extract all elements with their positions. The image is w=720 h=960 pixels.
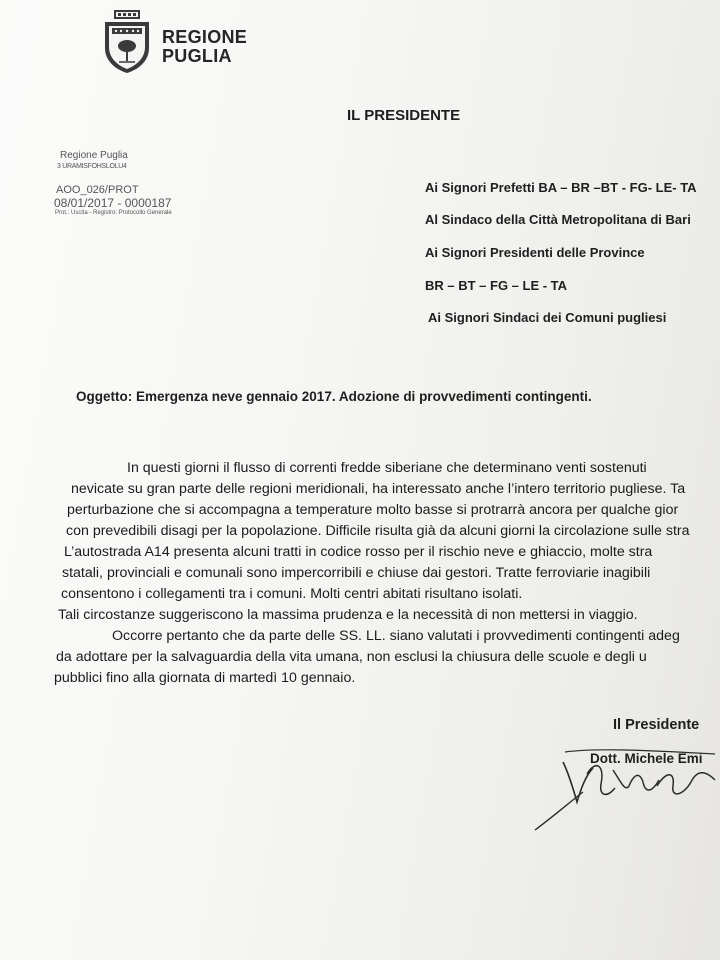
recipient-line: Ai Signori Presidenti delle Province	[425, 245, 645, 260]
stamp-code: 3 URAMISFOHSLOLU4	[57, 163, 127, 170]
body-line: nevicate su gran parte delle regioni meridionali, ha interessato anche l’intero territorio pugliese. Ta	[71, 481, 686, 497]
stamp-office: Regione Puglia	[60, 150, 128, 161]
region-name	[162, 28, 247, 66]
body-line: con prevedibili disagi per la popolazione. Difficile risulta già da alcuni giorni la circolazione sulle stra	[66, 523, 690, 539]
region-name-line2: PUGLIA	[162, 46, 232, 66]
body-line: da adottare per la salvaguardia della vita umana, non esclusi la chiusura delle scuole e degli u	[56, 649, 647, 665]
recipient-line: BR – BT – FG – LE - TA	[425, 278, 568, 293]
body-line: perturbazione che si accompagna a temperature molto basse si protrarrà ancora per qualche gior	[67, 502, 679, 518]
document-title: IL PRESIDENTE	[347, 107, 461, 124]
recipient-line: Al Sindaco della Città Metropolitana di Bari	[425, 212, 691, 227]
body-line: pubblici fino alla giornata di martedì 10 gennaio.	[54, 670, 356, 686]
body-line: Occorre pertanto che da parte delle SS. LL. siano valutati i provvedimenti contingenti adeg	[112, 628, 680, 644]
recipient-line: Ai Signori Prefetti BA – BR –BT - FG- LE- TA	[425, 180, 697, 195]
signatory-name: Dott. Michele Emi	[590, 751, 703, 766]
recipient-line: Ai Signori Sindaci dei Comuni pugliesi	[428, 310, 667, 325]
stamp-protocol-number: 08/01/2017 - 0000187	[54, 196, 172, 210]
body-line: Tali circostanze suggeriscono la massima prudenza e la necessità di non mettersi in viaggio.	[58, 607, 638, 623]
letter-subject: Oggetto: Emergenza neve gennaio 2017. Adozione di provvedimenti contingenti.	[76, 389, 592, 404]
body-line: statali, provinciali e comunali sono impercorribili e chiuse dai gestori. Tratte ferroviarie inagibili	[62, 565, 651, 581]
closing-title: Il Presidente	[613, 717, 700, 733]
body-line: L’autostrada A14 presenta alcuni tratti in codice rosso per il rischio neve e ghiaccio, molte stra	[64, 544, 653, 560]
stamp-description: Prot.: Uscita - Registro: Protocollo Generale	[55, 210, 172, 216]
body-line: consentono i collegamenti tra i comuni. Molti centri abitati risultano isolati.	[61, 586, 523, 602]
regione-puglia-logo-icon	[103, 10, 151, 74]
stamp-aoo: AOO_026/PROT	[56, 184, 139, 196]
body-line: In questi giorni il flusso di correnti fredde siberiane che determinano venti sostenuti	[127, 460, 647, 476]
region-name-line1: REGIONE	[162, 27, 248, 47]
handwritten-signature-icon	[525, 740, 720, 835]
